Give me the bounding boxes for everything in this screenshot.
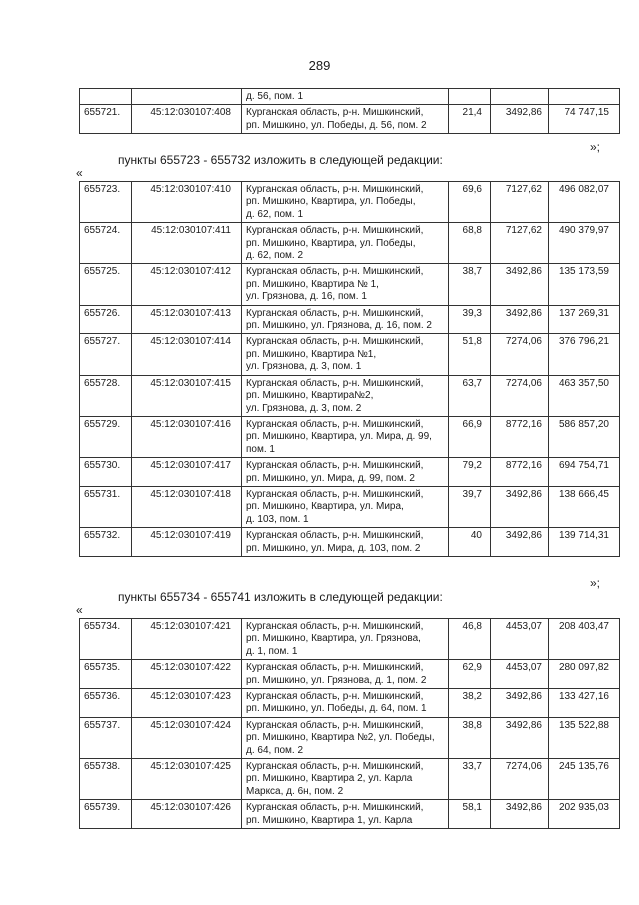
item-number-cell: 655721.: [80, 105, 132, 134]
address-cell: [242, 105, 449, 134]
address-line: Курганская область, р-н. Мишкинский,: [246, 266, 424, 278]
total-value-cell: 139 714,31: [549, 528, 620, 557]
address-cell: [242, 759, 449, 800]
item-number-cell: 655732.: [80, 528, 132, 557]
address-line: Курганская область, р-н. Мишкинский,: [246, 184, 424, 195]
address-cell: [242, 717, 449, 758]
total-value-cell: 694 754,71: [549, 458, 620, 487]
address-line: Курганская область, р-н. Мишкинский,: [246, 761, 424, 773]
area-cell: 38,8: [449, 717, 491, 758]
address-line: рп. Мишкино, Квартира №2, ул. Победы,: [246, 732, 435, 744]
table-row: [80, 619, 620, 660]
area-cell: 69,6: [449, 182, 491, 223]
address-line: Курганская область, р-н. Мишкинский,: [246, 336, 424, 348]
total-value-cell: 137 269,31: [549, 305, 620, 334]
table-row: [80, 800, 620, 829]
area-cell: 51,8: [449, 334, 491, 375]
table-row: [80, 486, 620, 527]
address-line: д. 62, пом. 1: [246, 208, 304, 220]
cadastral-number-cell: 45:12:030107:426: [132, 800, 242, 829]
property-table-continuation: [79, 88, 620, 134]
table-row: [80, 458, 620, 487]
address-line: рп. Мишкино, Квартира №1,: [246, 348, 377, 360]
table-row: [80, 717, 620, 758]
area-cell: 39,3: [449, 305, 491, 334]
address-line: д. 62, пом. 2: [246, 250, 304, 262]
cadastral-number-cell: 45:12:030107:423: [132, 689, 242, 718]
cadastral-number-cell: 45:12:030107:422: [132, 660, 242, 689]
area-cell: 62,9: [449, 660, 491, 689]
table-row: [80, 759, 620, 800]
amendment-instruction: пункты 655723 - 655732 изложить в следующей редакции:: [118, 153, 443, 167]
address-line: рп. Мишкино, ул. Мира, д. 99, пом. 2: [246, 472, 415, 484]
area-cell: 39,7: [449, 486, 491, 527]
address-line: рп. Мишкино, Квартира 2, ул. Карла: [246, 773, 413, 785]
item-number-cell: 655723.: [80, 182, 132, 223]
address-line: пом. 1: [246, 443, 275, 455]
address-cell: [242, 458, 449, 487]
total-value-cell: 376 796,21: [549, 334, 620, 375]
address-cell: [242, 375, 449, 416]
address-line: Курганская область, р-н. Мишкинский,: [246, 662, 424, 674]
item-number-cell: 655738.: [80, 759, 132, 800]
address-line: рп. Мишкино, ул. Победы, д. 64, пом. 1: [246, 703, 427, 715]
cadastral-number-cell: 45:12:030107:411: [132, 223, 242, 264]
total-value-cell: 245 135,76: [549, 759, 620, 800]
cadastral-number-cell: 45:12:030107:415: [132, 375, 242, 416]
address-line: Курганская область, р-н. Мишкинский,: [246, 377, 424, 389]
address-line: Курганская область, р-н. Мишкинский,: [246, 225, 424, 237]
table-row: [80, 89, 620, 105]
area-cell: 38,7: [449, 264, 491, 305]
address-line: Курганская область, р-н. Мишкинский,: [246, 418, 424, 430]
unit-cost-cell: 3492,86: [491, 305, 549, 334]
address-cell: [242, 619, 449, 660]
address-cell: [242, 660, 449, 689]
cadastral-number-cell: 45:12:030107:418: [132, 486, 242, 527]
area-cell: 66,9: [449, 416, 491, 457]
address-line: рп. Мишкино, Квартира, ул. Победы,: [246, 237, 416, 249]
unit-cost-cell: 7274,06: [491, 375, 549, 416]
table-row: [80, 105, 620, 134]
item-number-cell: 655731.: [80, 486, 132, 527]
table-row: [80, 375, 620, 416]
address-line: ул. Грязнова, д. 3, пом. 2: [246, 402, 362, 414]
total-value-cell: 133 427,16: [549, 689, 620, 718]
address-line: рп. Мишкино, ул. Мира, д. 103, пом. 2: [246, 542, 421, 554]
address-line: Маркса, д. 6н, пом. 2: [246, 785, 344, 797]
cadastral-number-cell: 45:12:030107:424: [132, 717, 242, 758]
total-value-cell: 135 522,88: [549, 717, 620, 758]
unit-cost-cell: 3492,86: [491, 528, 549, 557]
address-line: Курганская область, р-н. Мишкинский,: [246, 460, 424, 472]
item-number-cell: 655735.: [80, 660, 132, 689]
table-row: [80, 416, 620, 457]
total-value-cell: 463 357,50: [549, 375, 620, 416]
table-row: [80, 264, 620, 305]
unit-cost-cell: 7127,62: [491, 223, 549, 264]
item-number-cell: 655729.: [80, 416, 132, 457]
cadastral-number-cell: 45:12:030107:416: [132, 416, 242, 457]
area-cell: 46,8: [449, 619, 491, 660]
cadastral-number-cell: 45:12:030107:410: [132, 182, 242, 223]
total-value-cell: 202 935,03: [549, 800, 620, 829]
area-cell: [449, 89, 491, 105]
cadastral-number-cell: 45:12:030107:421: [132, 619, 242, 660]
address-line: Курганская область, р-н. Мишкинский,: [246, 488, 424, 500]
table-row: [80, 305, 620, 334]
cadastral-number-cell: 45:12:030107:425: [132, 759, 242, 800]
property-table-655734-655741: [79, 618, 620, 829]
address-line: рп. Мишкино, Квартира 1, ул. Карла: [246, 814, 413, 826]
address-cell: [242, 689, 449, 718]
address-line: рп. Мишкино, ул. Грязнова, д. 16, пом. 2: [246, 320, 432, 332]
address-cell: [242, 89, 449, 105]
address-line: Курганская область, р-н. Мишкинский,: [246, 307, 424, 319]
table-row: [80, 223, 620, 264]
address-cell: [242, 305, 449, 334]
unit-cost-cell: 3492,86: [491, 689, 549, 718]
address-cell: [242, 800, 449, 829]
closing-quote: »;: [590, 140, 601, 154]
area-cell: 63,7: [449, 375, 491, 416]
unit-cost-cell: [491, 89, 549, 105]
total-value-cell: 138 666,45: [549, 486, 620, 527]
address-line: ул. Грязнова, д. 16, пом. 1: [246, 291, 367, 303]
address-cell: [242, 264, 449, 305]
address-line: ул. Грязнова, д. 3, пом. 1: [246, 361, 362, 373]
unit-cost-cell: 3492,86: [491, 800, 549, 829]
address-line: Курганская область, р-н. Мишкинский,: [246, 107, 424, 119]
cadastral-number-cell: 45:12:030107:412: [132, 264, 242, 305]
address-line: рп. Мишкино, ул. Победы, д. 56, пом. 2: [246, 119, 427, 131]
area-cell: 68,8: [449, 223, 491, 264]
unit-cost-cell: 3492,86: [491, 264, 549, 305]
unit-cost-cell: 7127,62: [491, 182, 549, 223]
unit-cost-cell: 3492,86: [491, 486, 549, 527]
total-value-cell: 496 082,07: [549, 182, 620, 223]
unit-cost-cell: 8772,16: [491, 458, 549, 487]
table-row: [80, 689, 620, 718]
address-line: рп. Мишкино, Квартира, ул. Победы,: [246, 196, 416, 208]
address-line: д. 64, пом. 2: [246, 744, 304, 756]
cadastral-number-cell: 45:12:030107:413: [132, 305, 242, 334]
item-number-cell: 655726.: [80, 305, 132, 334]
item-number-cell: 655725.: [80, 264, 132, 305]
address-line: Курганская область, р-н. Мишкинский,: [246, 621, 424, 632]
table-row: [80, 334, 620, 375]
address-line: Курганская область, р-н. Мишкинский,: [246, 802, 424, 814]
page-number: 289: [308, 58, 331, 73]
address-line: рп. Мишкино, ул. Грязнова, д. 1, пом. 2: [246, 674, 427, 686]
item-number-cell: 655736.: [80, 689, 132, 718]
address-cell: [242, 334, 449, 375]
unit-cost-cell: 8772,16: [491, 416, 549, 457]
address-line: рп. Мишкино, Квартира, ул. Мира,: [246, 501, 404, 513]
cadastral-number-cell: [132, 89, 242, 105]
total-value-cell: 135 173,59: [549, 264, 620, 305]
address-cell: [242, 416, 449, 457]
item-number-cell: 655739.: [80, 800, 132, 829]
unit-cost-cell: 3492,86: [491, 105, 549, 134]
address-line: Курганская область, р-н. Мишкинский,: [246, 719, 424, 731]
address-cell: [242, 223, 449, 264]
area-cell: 40: [449, 528, 491, 557]
address-line: д. 103, пом. 1: [246, 513, 309, 525]
item-number-cell: 655734.: [80, 619, 132, 660]
total-value-cell: 74 747,15: [549, 105, 620, 134]
address-line: д. 56, пом. 1: [246, 91, 304, 102]
total-value-cell: [549, 89, 620, 105]
unit-cost-cell: 4453,07: [491, 660, 549, 689]
cadastral-number-cell: 45:12:030107:408: [132, 105, 242, 134]
total-value-cell: 208 403,47: [549, 619, 620, 660]
cadastral-number-cell: 45:12:030107:414: [132, 334, 242, 375]
cadastral-number-cell: 45:12:030107:419: [132, 528, 242, 557]
area-cell: 79,2: [449, 458, 491, 487]
item-number-cell: [80, 89, 132, 105]
table-row: [80, 528, 620, 557]
item-number-cell: 655737.: [80, 717, 132, 758]
address-line: рп. Мишкино, Квартира, ул. Мира, д. 99,: [246, 431, 432, 443]
address-cell: [242, 486, 449, 527]
item-number-cell: 655724.: [80, 223, 132, 264]
item-number-cell: 655727.: [80, 334, 132, 375]
unit-cost-cell: 4453,07: [491, 619, 549, 660]
total-value-cell: 490 379,97: [549, 223, 620, 264]
address-line: рп. Мишкино, Квартира№2,: [246, 390, 374, 402]
unit-cost-cell: 7274,06: [491, 334, 549, 375]
table-row: [80, 660, 620, 689]
property-table-655723-655732: [79, 181, 620, 557]
unit-cost-cell: 3492,86: [491, 717, 549, 758]
address-line: Курганская область, р-н. Мишкинский,: [246, 530, 424, 542]
address-cell: [242, 528, 449, 557]
area-cell: 21,4: [449, 105, 491, 134]
total-value-cell: 280 097,82: [549, 660, 620, 689]
table-row: [80, 182, 620, 223]
item-number-cell: 655728.: [80, 375, 132, 416]
total-value-cell: 586 857,20: [549, 416, 620, 457]
closing-quote: »;: [590, 576, 601, 590]
address-line: рп. Мишкино, Квартира № 1,: [246, 278, 379, 290]
unit-cost-cell: 7274,06: [491, 759, 549, 800]
cadastral-number-cell: 45:12:030107:417: [132, 458, 242, 487]
address-cell: [242, 182, 449, 223]
item-number-cell: 655730.: [80, 458, 132, 487]
address-line: рп. Мишкино, Квартира, ул. Грязнова,: [246, 633, 421, 645]
area-cell: 38,2: [449, 689, 491, 718]
amendment-instruction: пункты 655734 - 655741 изложить в следующей редакции:: [118, 590, 443, 604]
area-cell: 33,7: [449, 759, 491, 800]
opening-quote: «: [76, 603, 83, 617]
opening-quote: «: [76, 166, 83, 180]
area-cell: 58,1: [449, 800, 491, 829]
address-line: д. 1, пом. 1: [246, 645, 298, 657]
address-line: Курганская область, р-н. Мишкинский,: [246, 691, 424, 703]
